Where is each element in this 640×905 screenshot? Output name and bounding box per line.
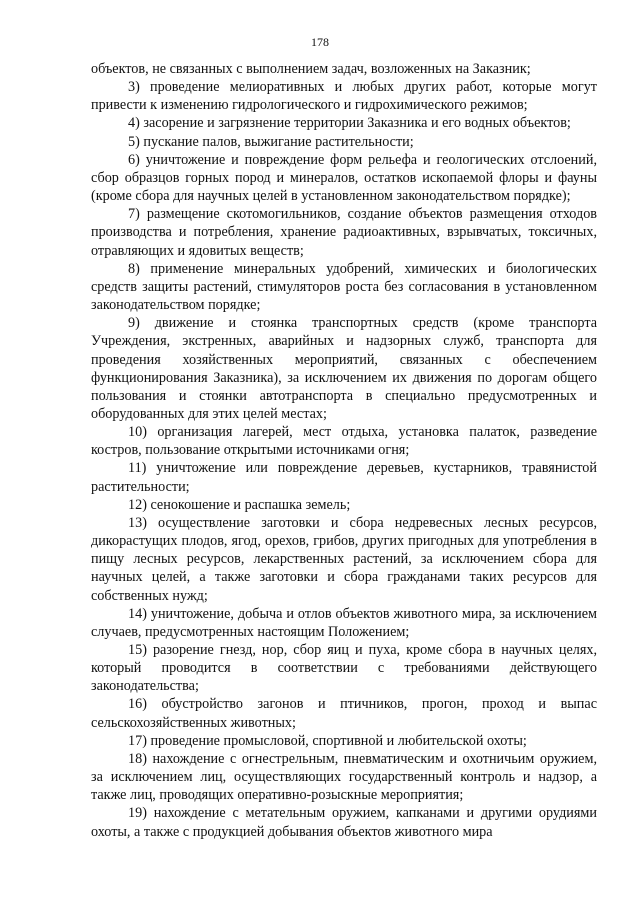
list-item-11: 11) уничтожение или повреждение деревьев, кустарников, травянистой растительности; — [91, 460, 597, 495]
list-item-16: 16) обустройство загонов и птичников, прогон, проход и выпас сельскохозяйственных животных; — [91, 696, 597, 731]
list-item-18: 18) нахождение с огнестрельным, пневматическим и охотничьим оружием, за исключением лиц, осуществляющих государственный контроль и надзор, а также лиц, проводящих оперативно-розыскные мероприятия; — [91, 750, 597, 804]
list-item-4: 4) засорение и загрязнение территории Заказника и его водных объектов; — [128, 115, 571, 132]
list-item-17: 17) проведение промысловой, спортивной и любительской охоты; — [128, 732, 527, 749]
page-number: 178 — [311, 35, 329, 49]
list-item-14: 14) уничтожение, добыча и отлов объектов животного мира, за исключением случаев, предусмотренных настоящим Положением; — [91, 605, 597, 640]
list-item-5: 5) пускание палов, выжигание растительности; — [128, 133, 414, 150]
list-item-6: 6) уничтожение и повреждение форм рельефа и геологических отслоений, сбор образцов горных пород и минералов, остатков ископаемой флоры и фауны (кроме сбора для научных целей в установленном законодательством порядке); — [91, 151, 597, 205]
list-item-12: 12) сенокошение и распашка земель; — [128, 496, 351, 513]
list-item-8: 8) применение минеральных удобрений, химических и биологических средств защиты растений, стимуляторов роста без согласования в установленном законодательством порядке; — [91, 260, 597, 314]
list-item-3: 3) проведение мелиоративных и любых других работ, которые могут привести к изменению гидрологического и гидрохимического режимов; — [91, 79, 597, 114]
list-item-19: 19) нахождение с метательным оружием, капканами и другими орудиями охоты, а также с продукцией добывания объектов животного мира — [91, 805, 597, 840]
paragraph-continuation: объектов, не связанных с выполнением задач, возложенных на Заказник; — [91, 61, 531, 77]
list-item-9: 9) движение и стоянка транспортных средств (кроме транспорта Учреждения, экстренных, аварийных и надзорных служб, транспорта для проведения хозяйственных мероприятий, связанных с обеспечением функционирования Заказника), за исключением их движения по дорогам общего пользования и стоянки автотранспорта в специально предусмотренных и оборудованных для этих целей местах; — [91, 315, 597, 422]
list-item-15: 15) разорение гнезд, нор, сбор яиц и пуха, кроме сбора в научных целях, который проводится в соответствии с требованиями действующего законодательства; — [91, 642, 597, 695]
list-item-13: 13) осуществление заготовки и сбора недревесных лесных ресурсов, дикорастущих плодов, ягод, орехов, грибов, других пригодных для употребления в пищу лесных ресурсов, лекарственных растений, за исключением сбора для научных целей, а также заготовки и сбора гражданами таких ресурсов для собственных нужд; — [91, 514, 597, 604]
list-item-10: 10) организация лагерей, мест отдыха, установка палаток, разведение костров, пользование открытыми источниками огня; — [91, 424, 597, 459]
list-item-7: 7) размещение скотомогильников, создание объектов размещения отходов производства и потребления, хранение радиоактивных, взрывчатых, токсичных, отравляющих и ядовитых веществ; — [91, 206, 597, 259]
document-body — [91, 60, 597, 841]
